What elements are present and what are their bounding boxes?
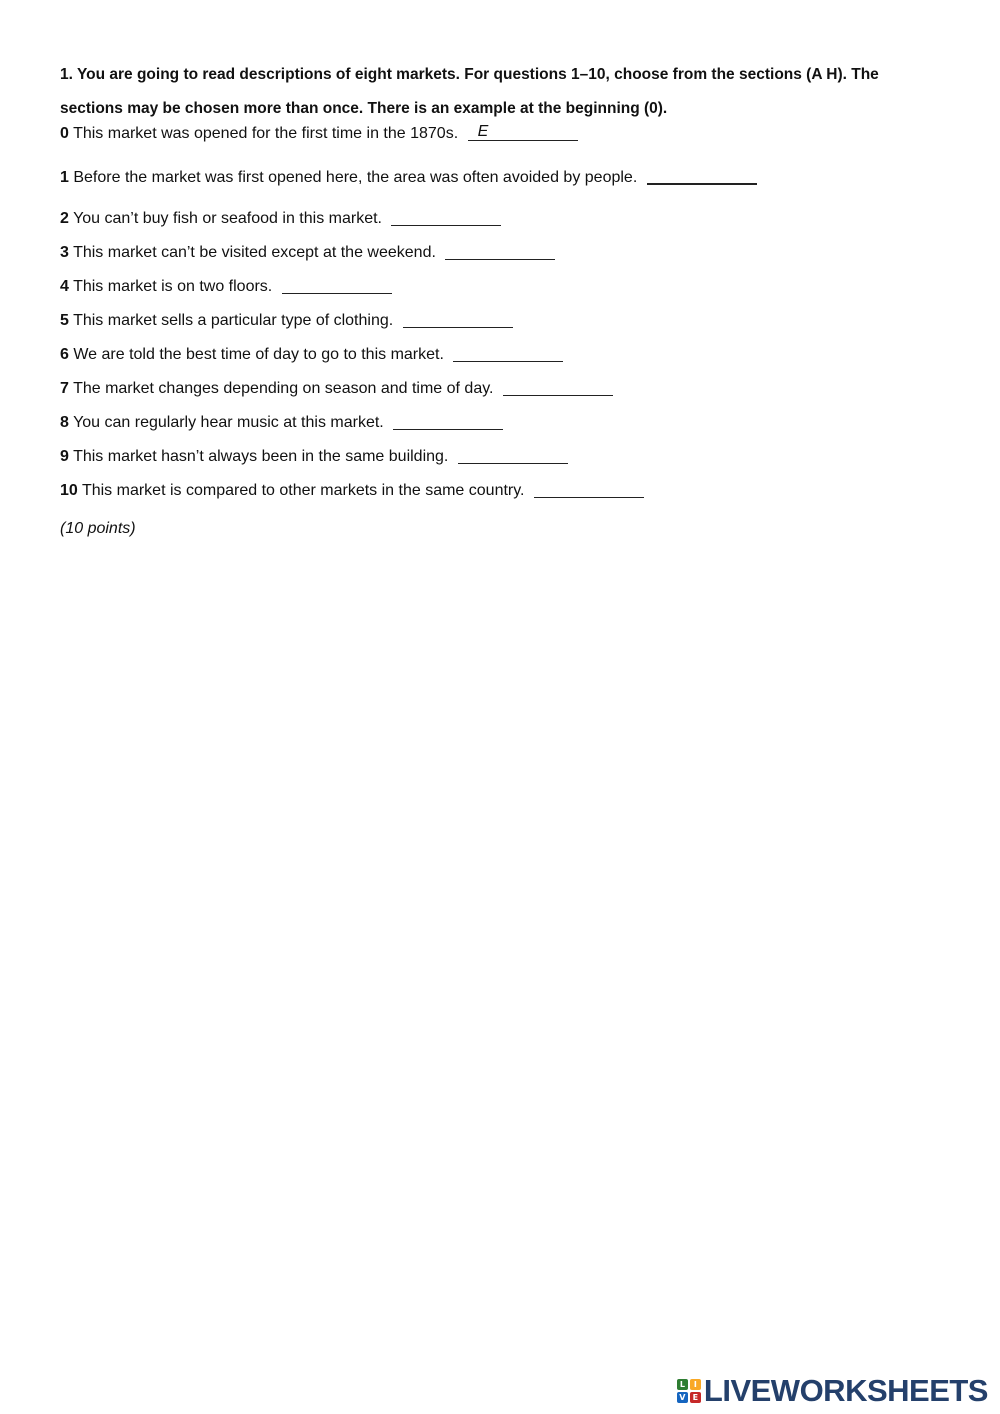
instructions-line-2: sections may be chosen more than once. There is an example at the beginning (0). <box>60 100 668 117</box>
question-text: The market changes depending on season and time of day. <box>73 380 494 397</box>
question-item-7 <box>60 379 960 399</box>
question-number: 2 <box>60 210 69 227</box>
question-text: This market sells a particular type of clothing. <box>73 312 394 329</box>
answer-blank-9[interactable] <box>458 447 568 464</box>
question-item-4 <box>60 277 960 297</box>
logo-text: LIVEWORKSHEETS <box>703 1373 988 1408</box>
question-text: You can’t buy fish or seafood in this market. <box>73 210 382 227</box>
question-text: This market hasn’t always been in the same building. <box>73 448 449 465</box>
question-text: This market can’t be visited except at the weekend. <box>73 244 436 261</box>
logo-mark-icon <box>677 1379 701 1403</box>
question-text: We are told the best time of day to go to this market. <box>73 346 444 363</box>
instructions <box>60 58 940 126</box>
logo-letter-e: E <box>690 1392 701 1403</box>
question-item-6 <box>60 345 960 365</box>
question-item-1 <box>60 167 960 187</box>
question-text: This market is on two floors. <box>73 278 273 295</box>
logo-letter-l: L <box>677 1379 688 1390</box>
example-answer: E <box>477 123 489 140</box>
question-text: This market is compared to other markets in the same country. <box>81 482 525 499</box>
question-item-0 <box>60 124 960 144</box>
question-number: 10 <box>60 482 78 499</box>
instructions-line-1: 1. You are going to read descriptions of eight markets. For questions 1–10, choose from the sections (A H). The <box>60 66 879 83</box>
question-number: 3 <box>60 244 69 261</box>
question-number: 1 <box>60 169 69 186</box>
question-text: Before the market was first opened here, the area was often avoided by people. <box>73 169 638 186</box>
answer-blank-4[interactable] <box>282 277 392 294</box>
question-item-3 <box>60 243 960 263</box>
question-number: 5 <box>60 312 69 329</box>
question-item-9 <box>60 447 960 467</box>
question-item-8 <box>60 413 960 433</box>
question-number: 9 <box>60 448 69 465</box>
question-item-2 <box>60 209 960 229</box>
points-note: (10 points) <box>60 520 136 537</box>
question-number: 8 <box>60 414 69 431</box>
answer-blank-7[interactable] <box>503 379 613 396</box>
question-list <box>60 124 960 515</box>
answer-blank-5[interactable] <box>403 311 513 328</box>
logo-letter-v: V <box>677 1392 688 1403</box>
question-number: 0 <box>60 125 69 142</box>
logo-letter-i: I <box>690 1379 701 1390</box>
liveworksheets-logo <box>677 1374 988 1408</box>
answer-blank-8[interactable] <box>393 413 503 430</box>
question-item-10 <box>60 481 960 501</box>
answer-blank-6[interactable] <box>453 345 563 362</box>
answer-blank-1[interactable] <box>647 167 757 185</box>
question-text: This market was opened for the first time in the 1870s. <box>73 125 459 142</box>
question-number: 7 <box>60 380 69 397</box>
answer-blank-3[interactable] <box>445 243 555 260</box>
question-number: 4 <box>60 278 69 295</box>
answer-blank-0[interactable] <box>468 124 578 141</box>
answer-blank-2[interactable] <box>391 209 501 226</box>
question-number: 6 <box>60 346 69 363</box>
answer-blank-10[interactable] <box>534 481 644 498</box>
question-item-5 <box>60 311 960 331</box>
question-text: You can regularly hear music at this market. <box>73 414 384 431</box>
